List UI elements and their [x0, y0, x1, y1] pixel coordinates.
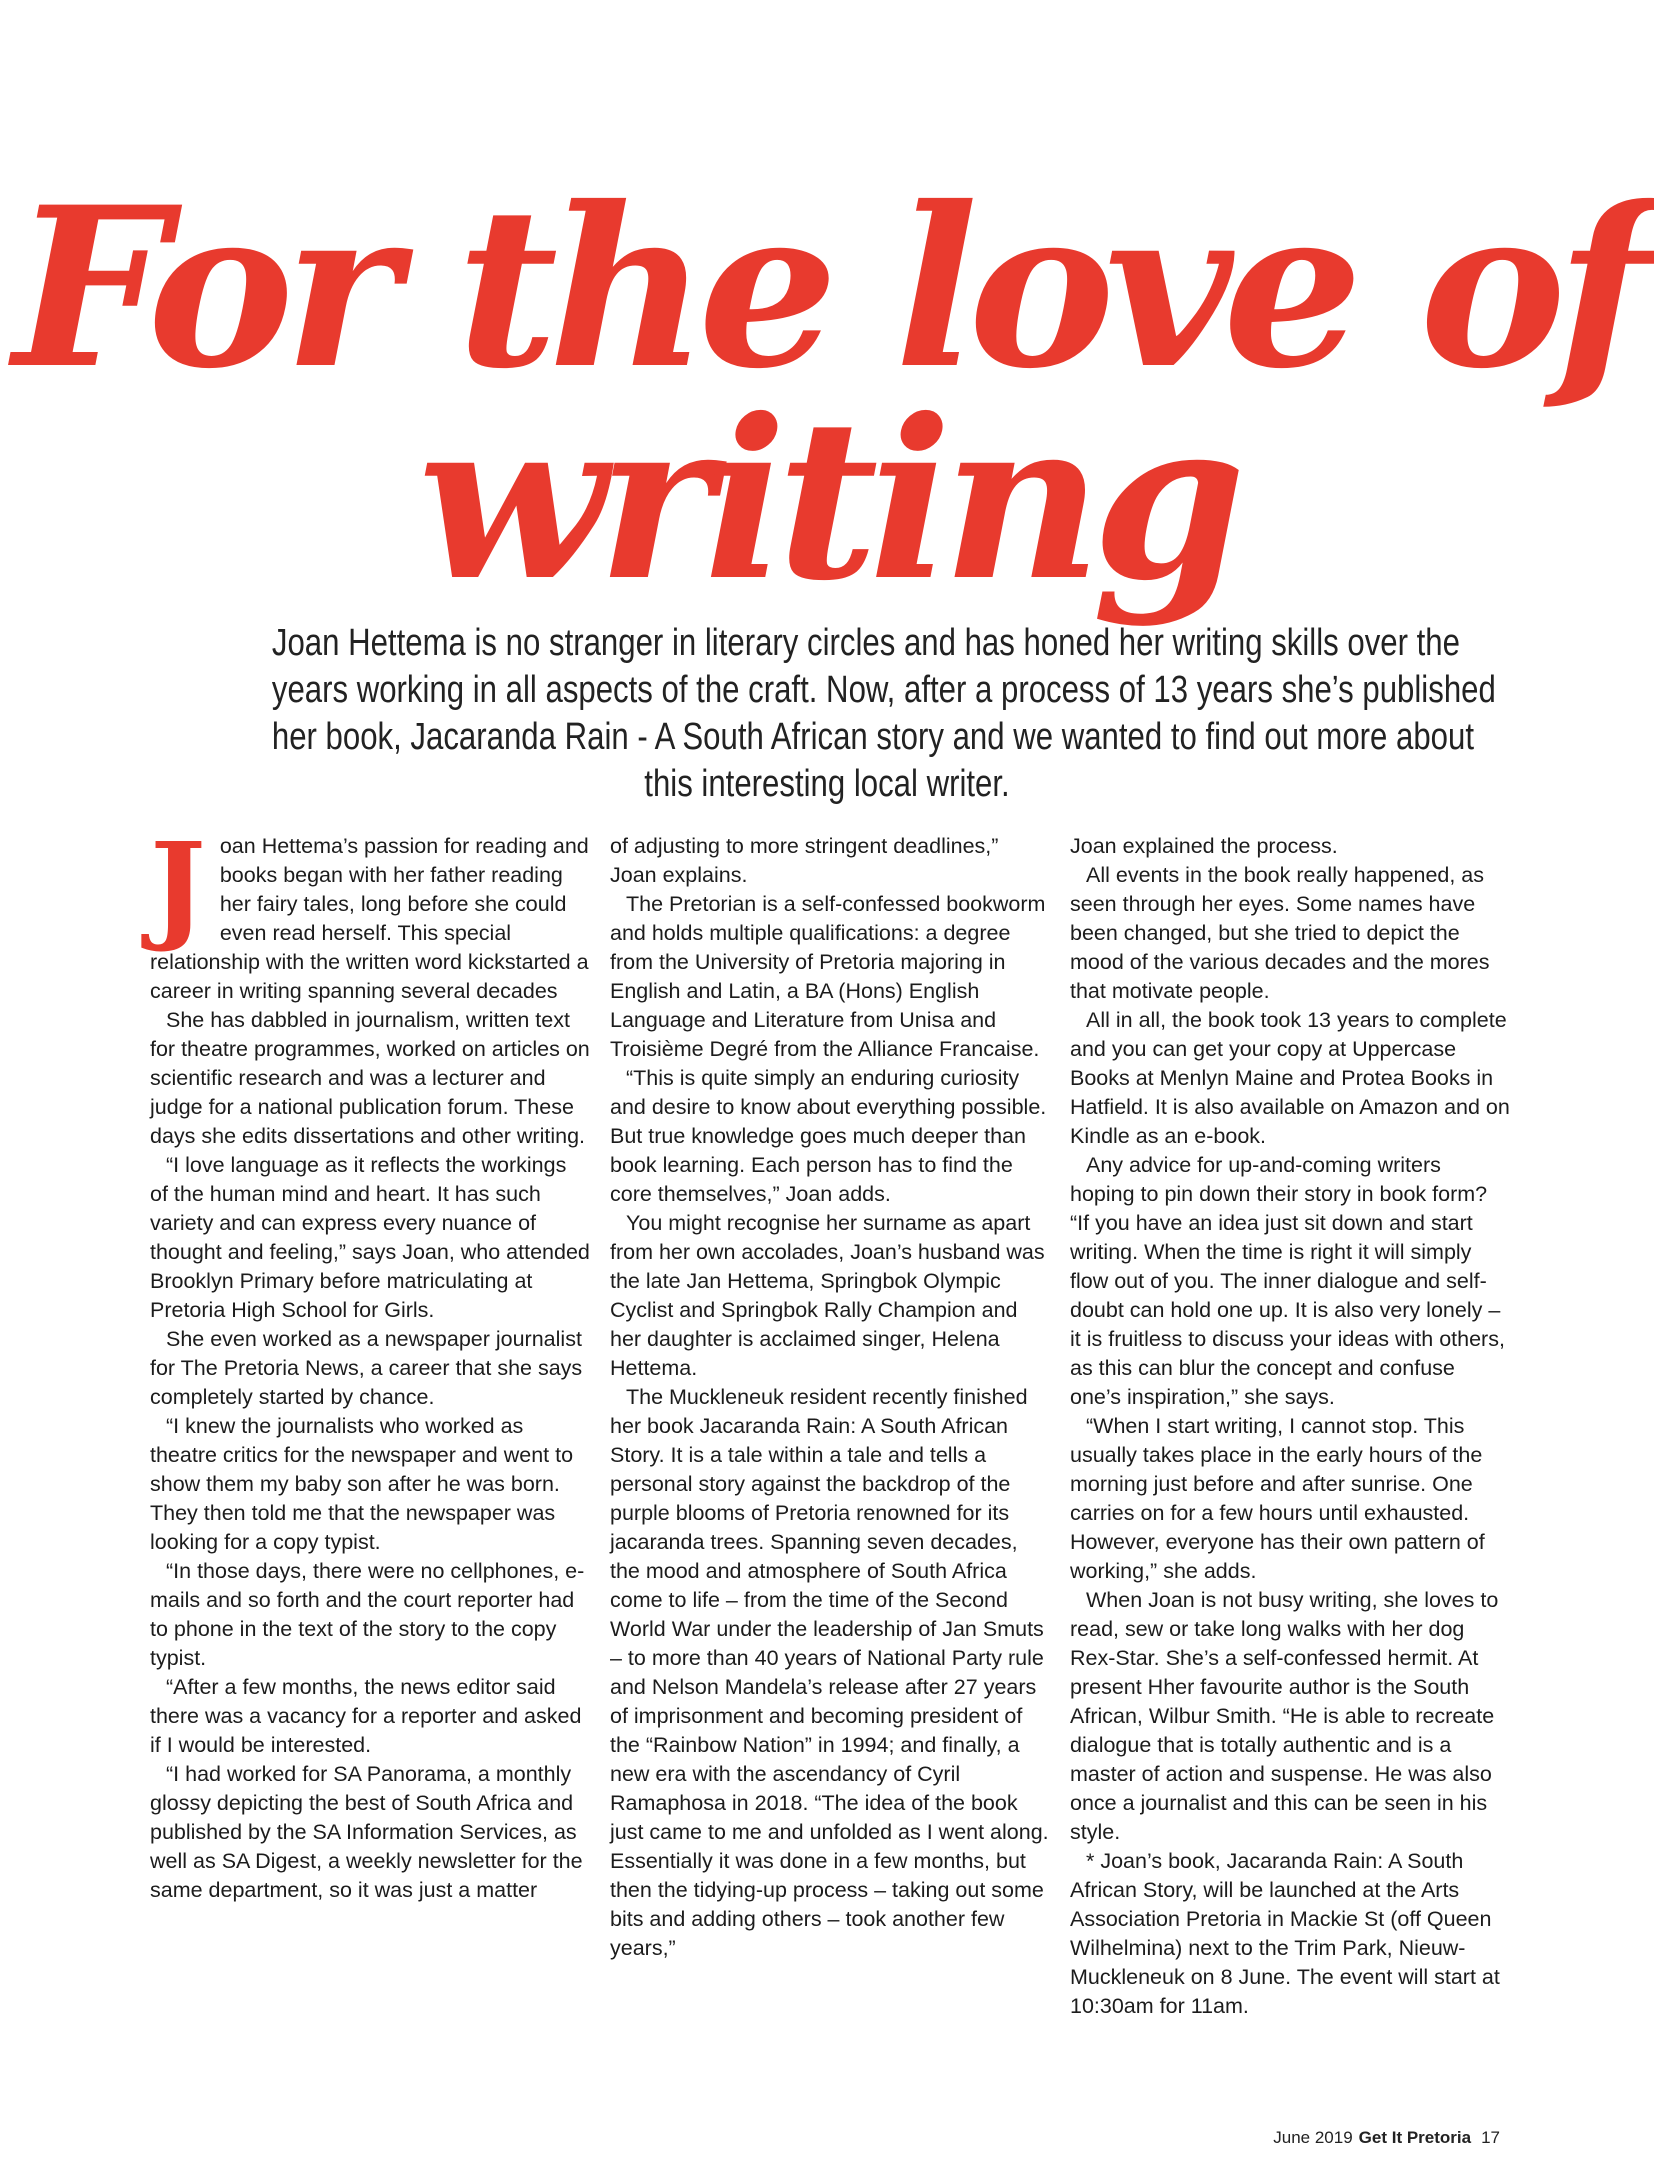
paragraph: The Pretorian is a self-confessed bookworm and holds multiple qualifications: a degree from the University of Pretoria majoring in English and Latin, a BA (Hons) English Language and Literature from Unisa and Troisième Degré from the Alliance Francaise.: [610, 892, 1046, 1061]
headline-line-2: writing: [418, 370, 1236, 629]
paragraph: When Joan is not busy writing, she loves to read, sew or take long walks with her dog Rex-Star. She’s a self-confessed hermit. At present Hher favourite author is the South African, Wilbur Smith. “He is able to recreate dialogue that is totally authentic and is a master of action and suspense. He was also once a journalist and this can be seen in his style.: [1070, 1588, 1499, 1844]
headline-line-1: For the love of: [13, 158, 1641, 417]
paragraph: “I knew the journalists who worked as theatre critics for the newspaper and went to show them my baby son after he was born. They then told me that the newspaper was looking for a copy typist.: [150, 1414, 574, 1554]
issue-date: June 2019: [1273, 2128, 1353, 2147]
paragraph: “This is quite simply an enduring curiosity and desire to know about everything possible. But true knowledge goes much deeper than book learning. Each person has to find the core themselves,” Joan adds.: [610, 1066, 1047, 1206]
article-column-3: [1070, 832, 1510, 2021]
paragraph: “I love language as it reflects the workings of the human mind and heart. It has such variety and can express every nuance of thought and feeling,” says Joan, who attended Brooklyn Primary before matriculating at Pretoria High School for Girls.: [150, 1153, 590, 1322]
paragraph: “When I start writing, I cannot stop. This usually takes place in the early hours of the morning just before and after sunrise. One carries on for a few hours until exhausted. However, everyone has their own pattern of working,” she adds.: [1070, 1414, 1485, 1583]
paragraph: “I had worked for SA Panorama, a monthly glossy depicting the best of South Africa and published by the SA Information Services, as well as SA Digest, a weekly newsletter for the same department, so it was just a matter: [150, 1762, 583, 1902]
intro-line-1: Joan Hettema is no stranger in literary circles and has honed her writing skills over the: [271, 622, 1460, 664]
drop-cap: J: [150, 816, 206, 955]
article-column-2: [610, 832, 1050, 1963]
intro-line-3: her book, Jacaranda Rain - A South African story and we wanted to find out more about: [271, 716, 1474, 758]
paragraph: “In those days, there were no cellphones, e-mails and so forth and the court reporter had to phone in the text of the story to the copy typist.: [150, 1559, 585, 1670]
paragraph: She even worked as a newspaper journalist for The Pretoria News, a career that she says completely started by chance.: [150, 1327, 583, 1409]
paragraph: Joan explained the process.: [1070, 834, 1338, 858]
paragraph: oan Hettema’s passion for reading and books began with her father reading her fairy tales, long before she could even read herself. This special relationship with the written word kickstarted a career in writing spanning several decades: [150, 834, 589, 1003]
intro-standfirst: [271, 620, 1496, 808]
paragraph: You might recognise her surname as apart from her own accolades, Joan’s husband was the late Jan Hettema, Springbok Olympic Cyclist and Springbok Rally Champion and her daughter is acclaimed singer, Helena Hettema.: [610, 1211, 1045, 1380]
article-column-1: [150, 816, 590, 1905]
magazine-name: Get It Pretoria: [1358, 2128, 1472, 2147]
page-footer: [1273, 2128, 1500, 2148]
intro-line-2: years working in all aspects of the craft. Now, after a process of 13 years she’s published: [271, 669, 1496, 711]
paragraph: All events in the book really happened, as seen through her eyes. Some names have been changed, but she tried to depict the mood of the various decades and the mores that motivate people.: [1070, 863, 1490, 1003]
intro-line-4: this interesting local writer.: [644, 763, 1010, 805]
paragraph: * Joan’s book, Jacaranda Rain: A South African Story, will be launched at the Arts Association Pretoria in Mackie St (off Queen Wilhelmina) next to the Trim Park, Nieuw-Muckleneuk on 8 June. The event will start at 10:30am for 11am.: [1070, 1849, 1500, 2018]
paragraph: The Muckleneuk resident recently finished her book Jacaranda Rain: A South African Story. It is a tale within a tale and tells a personal story against the backdrop of the purple blooms of Pretoria renowned for its jacaranda trees. Spanning seven decades, the mood and atmosphere of South Africa come to life – from the time of the Second World War under the leadership of Jan Smuts – to more than 40 years of National Party rule and Nelson Mandela’s release after 27 years of imprisonment and becoming president of the “Rainbow Nation” in 1994; and finally, a new era with the ascendancy of Cyril Ramaphosa in 2018. “The idea of the book just came to me and unfolded as I went along. Essentially it was done in a few months, but then the tidying-up process – taking out some bits and adding others – took another few years,”: [610, 1385, 1049, 1960]
paragraph: All in all, the book took 13 years to complete and you can get your copy at Uppercase Books at Menlyn Maine and Protea Books in Hatfield. It is also available on Amazon and on Kindle as an e-book.: [1070, 1008, 1510, 1148]
page-number: 17: [1481, 2128, 1500, 2147]
paragraph: She has dabbled in journalism, written text for theatre programmes, worked on articles on scientific research and was a lecturer and judge for a national publication forum. These days she edits dissertations and other writing.: [150, 1008, 590, 1148]
paragraph: of adjusting to more stringent deadlines,” Joan explains.: [610, 834, 999, 887]
paragraph: Any advice for up-and-coming writers hoping to pin down their story in book form? “If you have an idea just sit down and start writing. When the time is right it will simply flow out of you. The inner dialogue and self-doubt can hold one up. It is also very lonely – it is fruitless to discuss your ideas with others, as this can blur the concept and confuse one’s inspiration,” she says.: [1070, 1153, 1505, 1409]
paragraph: “After a few months, the news editor said there was a vacancy for a reporter and asked if I would be interested.: [150, 1675, 582, 1757]
